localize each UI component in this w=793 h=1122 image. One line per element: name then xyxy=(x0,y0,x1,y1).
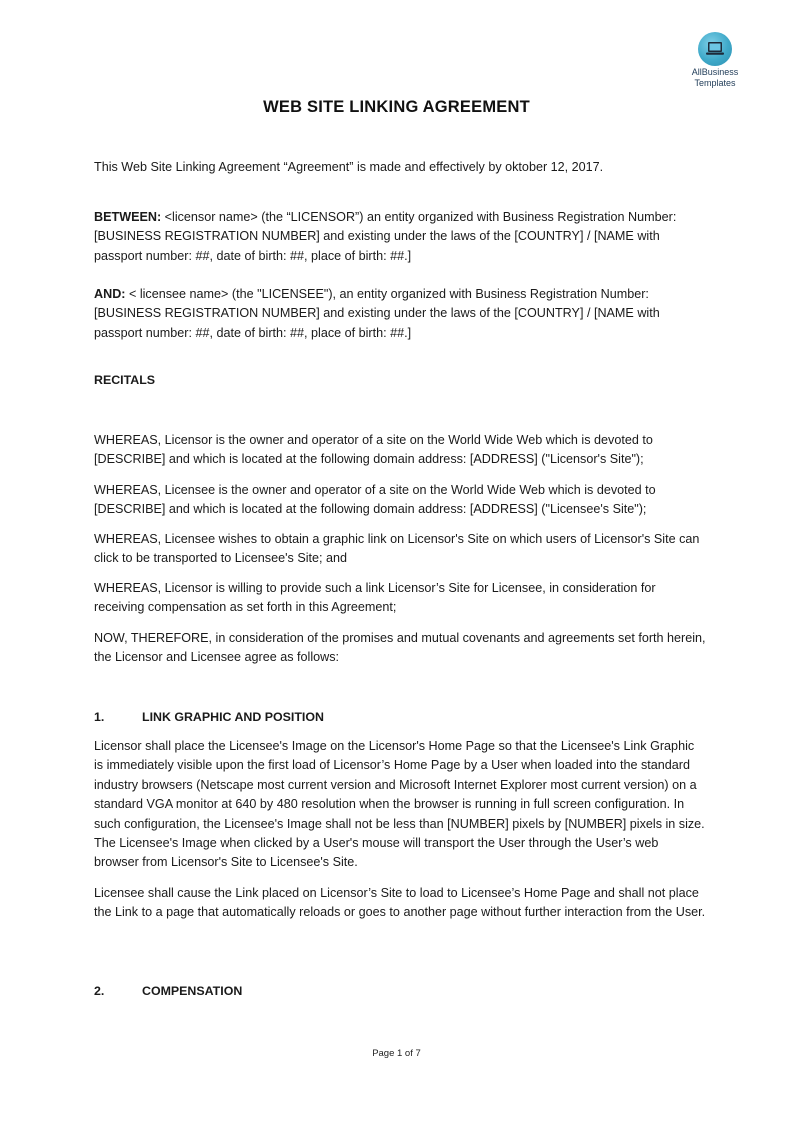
brand-logo[interactable] xyxy=(680,32,750,88)
page-number: Page 1 of 7 xyxy=(372,1048,421,1059)
and-text: < licensee name> (the "LICENSEE"), an entity organized with Business Registration Number: [BUSINESS REGISTRATION NUMBER] and existing under the laws of the [COUNTRY] / [NAME with passport number: ##, date of birth: ##, place of birth: ##.] xyxy=(94,287,660,340)
recital-paragraph: WHEREAS, Licensor is the owner and operator of a site on the World Wide Web which is devoted to [DESCRIBE] and which is located at the following domain address: [ADDRESS] ("Licensor's Site"); xyxy=(94,433,653,467)
section-title: LINK GRAPHIC AND POSITION xyxy=(142,710,324,724)
recital-paragraph: NOW, THEREFORE, in consideration of the promises and mutual covenants and agreements set forth herein, the Licensor and Licensee agree as follows: xyxy=(94,631,706,665)
intro-paragraph: This Web Site Linking Agreement “Agreement” is made and effectively by oktober 12, 2017. xyxy=(94,160,604,174)
recital-paragraph: WHEREAS, Licensee is the owner and operator of a site on the World Wide Web which is devoted to [DESCRIBE] and which is located at the following domain address: [ADDRESS] ("Licensee's Site"); xyxy=(94,483,656,517)
section-2-heading xyxy=(94,984,242,998)
and-paragraph xyxy=(94,285,706,343)
logo-text-line2: Templates xyxy=(694,78,736,88)
section-number: 2. xyxy=(94,984,105,998)
between-text: <licensor name> (the “LICENSOR”) an entity organized with Business Registration Number: [BUSINESS REGISTRATION NUMBER] and existing under the laws of the [COUNTRY] / [NAME with passport number: ##, date of birth: ##, place of birth: ##.] xyxy=(94,210,677,263)
document-title: WEB SITE LINKING AGREEMENT xyxy=(263,98,530,116)
recital-paragraph: WHEREAS, Licensee wishes to obtain a graphic link on Licensor's Site on which users of Licensor's Site can click to be transported to Licensee's Site; and xyxy=(94,532,700,566)
between-label: BETWEEN: xyxy=(94,210,162,224)
section-1-paragraph: Licensee shall cause the Link placed on Licensor’s Site to load to Licensee’s Home Page and shall not place the Link to a page that automatically reloads or goes to another page without further interaction from the User. xyxy=(94,886,706,920)
recital-paragraph: WHEREAS, Licensor is willing to provide such a link Licensor’s Site for Licensee, in consideration for receiving compensation as set forth in this Agreement; xyxy=(94,581,656,615)
and-label: AND: xyxy=(94,287,126,301)
recitals-heading: RECITALS xyxy=(94,373,156,387)
logo-text-line1: AllBusiness xyxy=(691,67,739,77)
section-1-heading xyxy=(94,710,324,724)
section-number: 1. xyxy=(94,710,105,724)
section-1-paragraph: Licensor shall place the Licensee's Image on the Licensor's Home Page so that the Licensee's Link Graphic is immediately visible upon the first load of Licensor’s Home Page by a User when loaded into the standard industry browsers (Netscape most current version and Microsoft Internet Explorer most current version) on a standard VGA monitor at 640 by 480 resolution when the browser is running in full screen configuration. In such configuration, the Licensee's Image shall not be less than [NUMBER] pixels by [NUMBER] pixels in size. The Licensee's Image when clicked by a User's mouse will transport the User through the User’s web browser from Licensor's Site to Licensee's Site. xyxy=(94,739,705,870)
between-paragraph xyxy=(94,208,706,266)
laptop-icon xyxy=(698,32,732,66)
section-title: COMPENSATION xyxy=(142,984,243,998)
